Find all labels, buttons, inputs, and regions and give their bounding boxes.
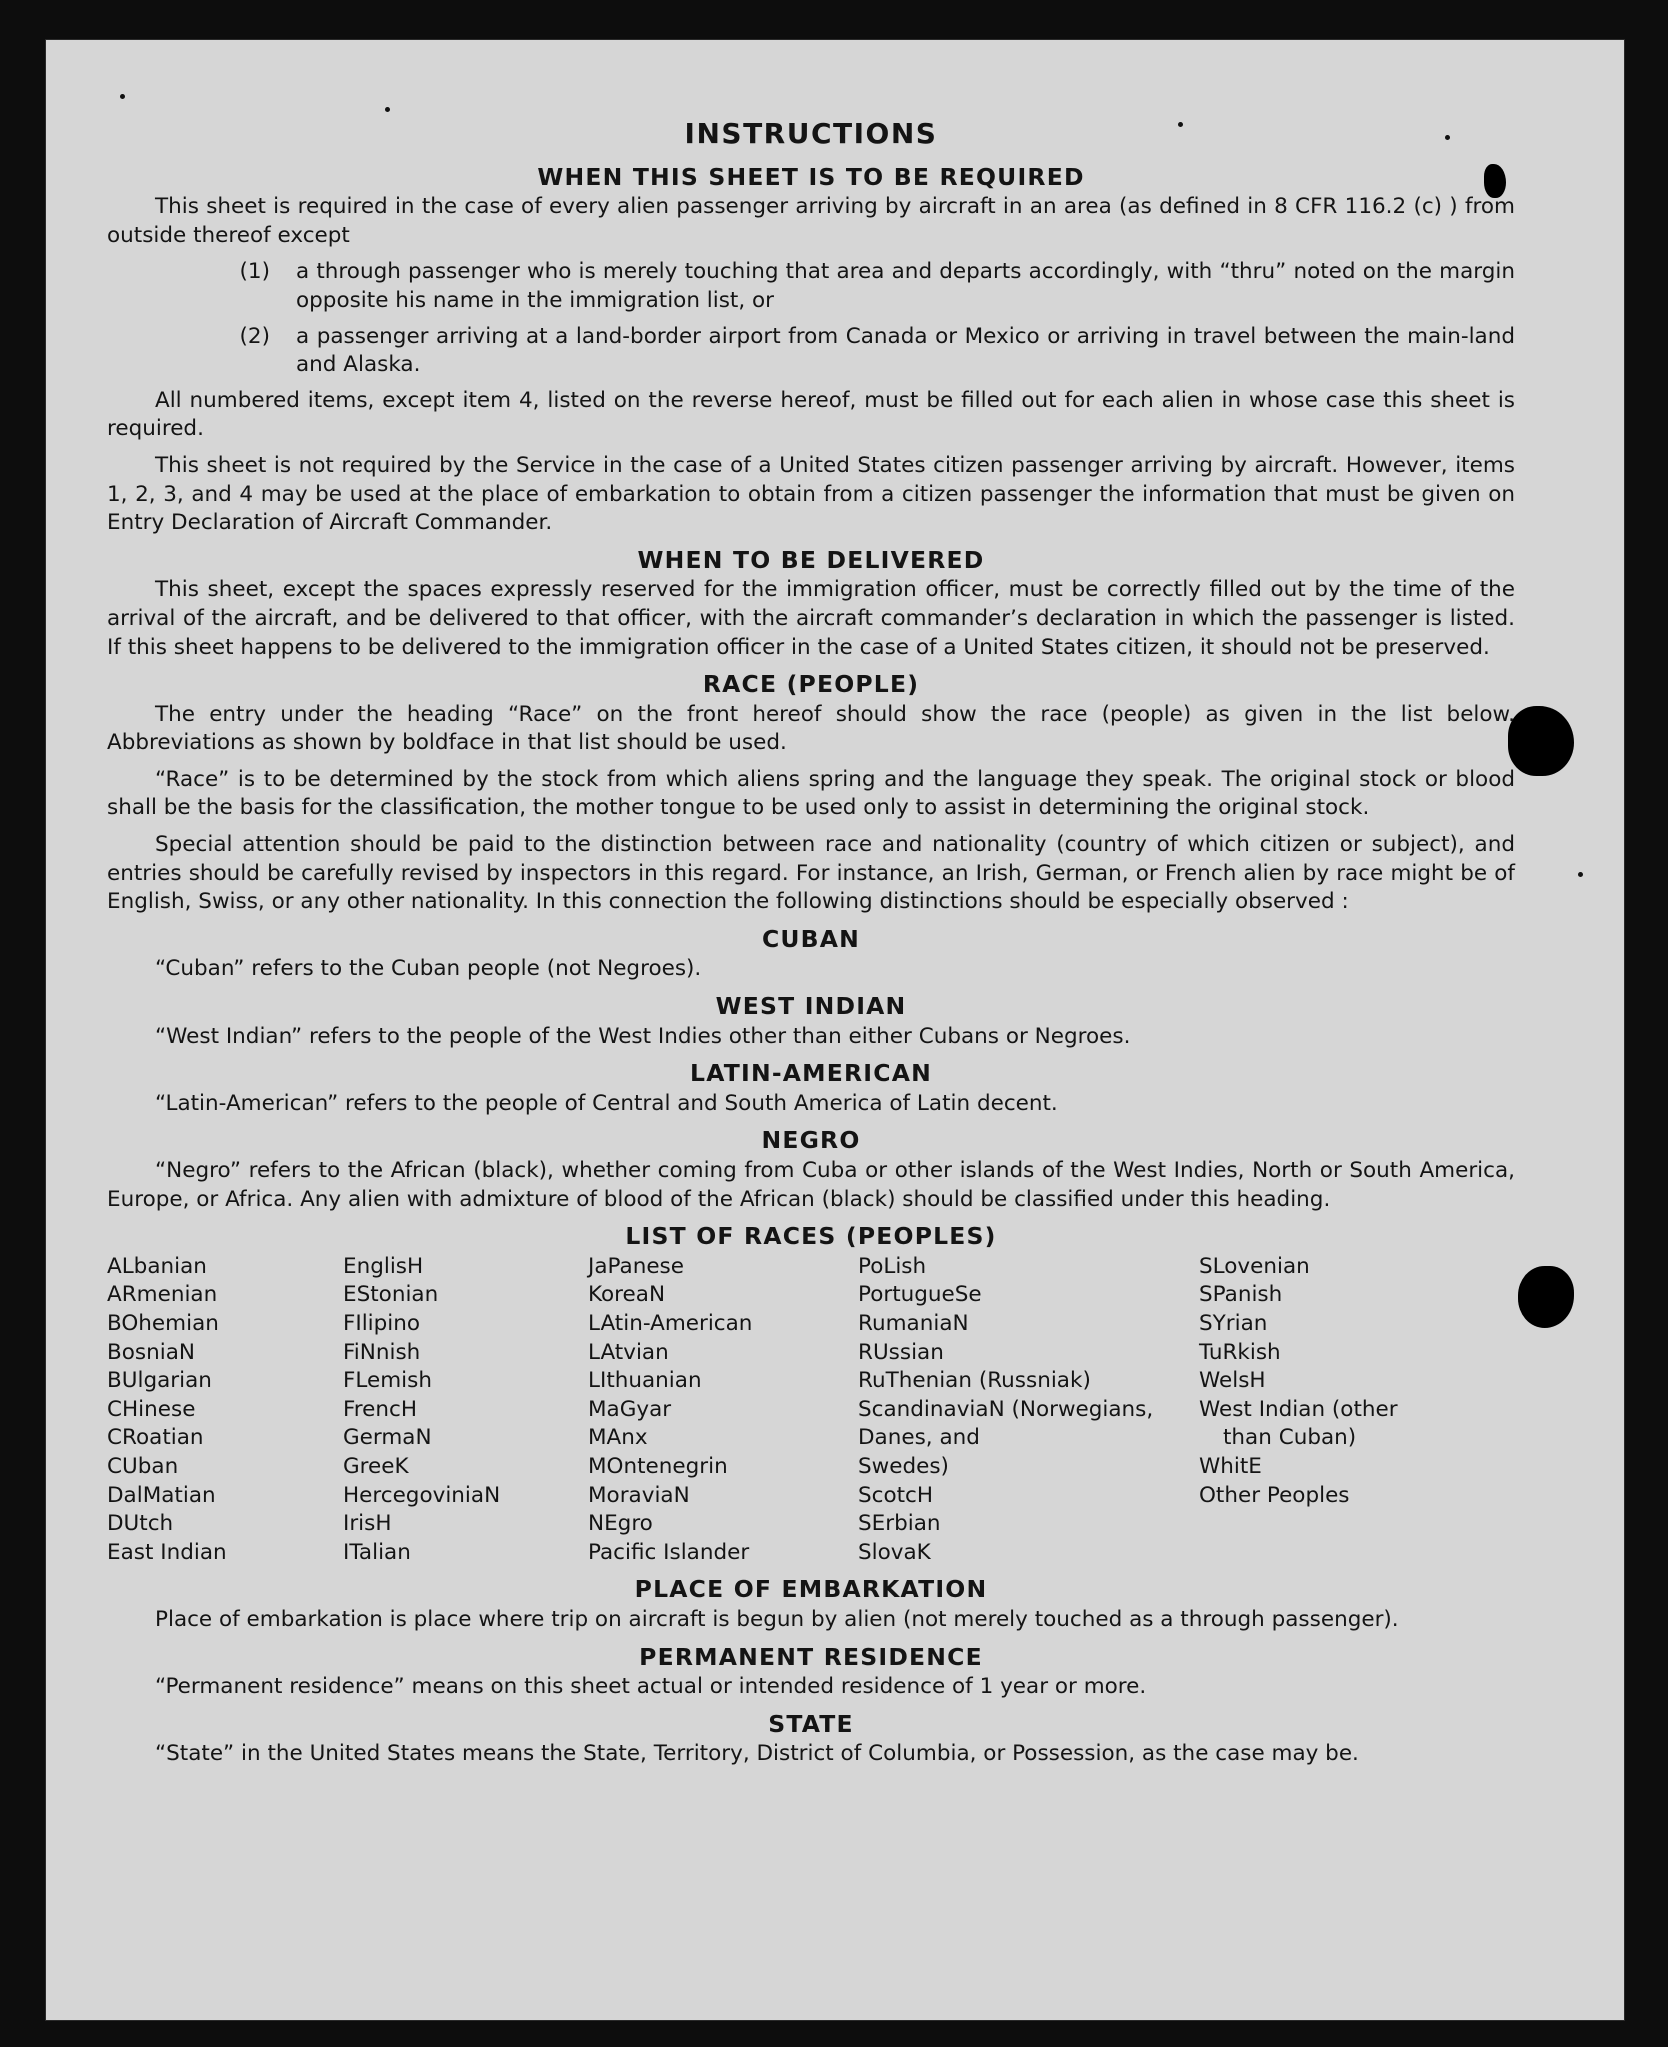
race-entry: NEgro [588, 1511, 653, 1537]
race-entry: ALbanian [107, 1253, 207, 1279]
races-column-2 [343, 1253, 588, 1568]
item-number: (1) [239, 259, 270, 285]
delivered-heading: WHEN TO BE DELIVERED [637, 545, 985, 574]
list-item [107, 323, 1515, 380]
race-entry: WhitE [1199, 1453, 1262, 1479]
instructions-content [107, 117, 1515, 1777]
item-text: a passenger arriving at a land-border airport from Canada or Mexico or arriving in travel between the main-land and Alaska. [296, 323, 1515, 378]
speck-mark [1578, 872, 1583, 877]
races-column-1 [107, 1253, 343, 1568]
races-column-5 [1199, 1253, 1499, 1568]
ink-blot [1508, 706, 1574, 776]
race-entry: East Indian [107, 1539, 227, 1565]
delivered-paragraph: This sheet, except the spaces expressly reserved for the immigration officer, must be correctly filled out by the time of the arrival of the aircraft, and be delivered to that officer, with the aircraft commander’s declaration in which the passenger is listed. If this sheet happens to be delivered to the immigration officer in the case of a United States citizen, it should not be preserved. [107, 577, 1515, 660]
race-entry: West Indian (other [1199, 1396, 1398, 1422]
race-entry: MOntenegrin [588, 1453, 728, 1479]
cuban-text: “Cuban” refers to the Cuban people (not Negroes). [155, 956, 702, 982]
race-entry: Danes, and [858, 1425, 980, 1451]
page-title: INSTRUCTIONS [684, 117, 938, 150]
required-paragraph-2: All numbered items, except item 4, listed on the reverse hereof, must be filled out for each alien in whose case this sheet is required. [107, 387, 1515, 442]
latin-american-heading: LATIN-AMERICAN [690, 1059, 932, 1088]
race-entry: CHinese [107, 1396, 196, 1422]
negro-heading: NEGRO [761, 1126, 861, 1155]
embarkation-heading: PLACE OF EMBARKATION [634, 1575, 988, 1604]
race-heading: RACE (PEOPLE) [702, 670, 920, 699]
list-item [107, 258, 1515, 315]
race-entry: CRoatian [107, 1425, 204, 1451]
race-entry: BosniaN [107, 1339, 195, 1365]
west-indian-heading: WEST INDIAN [715, 992, 907, 1021]
race-entry: ScandinaviaN (Norwegians, [858, 1396, 1154, 1422]
item-number: (2) [239, 323, 270, 349]
race-entry: HercegoviniaN [343, 1482, 501, 1508]
race-entry: Other Peoples [1199, 1482, 1350, 1508]
latin-american-text: “Latin-American” refers to the people of Central and South America of Latin decent. [155, 1090, 1058, 1116]
race-entry: GermaN [343, 1425, 432, 1451]
race-entry: SYrian [1199, 1310, 1268, 1336]
race-entry: than Cuban) [1223, 1425, 1357, 1451]
required-intro: This sheet is required in the case of every alien passenger arriving by aircraft in an area (as defined in 8 CFR 116.2 (c) ) from outside thereof except [107, 194, 1515, 248]
race-entry: RuThenian (Russniak) [858, 1368, 1091, 1394]
race-entry: ARmenian [107, 1282, 218, 1308]
race-entry: DUtch [107, 1511, 174, 1537]
race-entry: RUssian [858, 1339, 944, 1365]
race-entry: GreeK [343, 1453, 409, 1479]
race-paragraph-2: “Race” is to be determined by the stock from which aliens spring and the language they speak. The original stock or blood shall be the basis for the classification, the mother tongue to be used only to assist in determining the original stock. [107, 766, 1515, 821]
race-entry: LIthuanian [588, 1368, 702, 1394]
race-entry: FIlipino [343, 1310, 421, 1336]
race-entry: JaPanese [588, 1253, 684, 1279]
residence-text: “Permanent residence” means on this sheet actual or intended residence of 1 year or more. [155, 1674, 1147, 1700]
item-text: a through passenger who is merely touching that area and departs accordingly, with “thru” noted on the margin opposite his name in the immigration list, or [296, 259, 1515, 313]
race-entry: CUban [107, 1453, 179, 1479]
west-indian-text: “West Indian” refers to the people of the West Indies other than either Cubans or Negroes. [155, 1023, 1131, 1049]
race-entry: SLovenian [1199, 1253, 1310, 1279]
races-column-4 [858, 1253, 1199, 1568]
race-entry: SErbian [858, 1511, 941, 1537]
race-entry: BUlgarian [107, 1368, 212, 1394]
race-paragraph-3: Special attention should be paid to the distinction between race and nationality (country of which citizen or subject), and entries should be carefully revised by inspectors in this regard. For instance, an Irish, German, or French alien by race might be of English, Swiss, or any other nationality. In this connection the following distinctions should be especially observed : [107, 832, 1515, 915]
race-paragraph-1: The entry under the heading “Race” on the front hereof should show the race (people) as given in the list below. Abbreviations as shown by boldface in that list should be used. [107, 701, 1515, 756]
race-entry: EnglisH [343, 1253, 424, 1279]
negro-text: “Negro” refers to the African (black), whether coming from Cuba or other islands of the West Indies, North or South America, Europe, or Africa. Any alien with admixture of blood of the African (black) should be classified under this heading. [107, 1158, 1515, 1212]
race-entry: DalMatian [107, 1482, 216, 1508]
race-entry: KoreaN [588, 1282, 666, 1308]
race-entry: FLemish [343, 1368, 432, 1394]
race-entry: Swedes) [858, 1453, 949, 1479]
races-list [107, 1253, 1515, 1568]
race-entry: LAtin-American [588, 1310, 753, 1336]
race-entry: MAnx [588, 1425, 648, 1451]
race-entry: PoLish [858, 1253, 927, 1279]
embarkation-text: Place of embarkation is place where trip on aircraft is begun by alien (not merely touched as a through passenger). [155, 1606, 1399, 1632]
race-entry: IrisH [343, 1511, 392, 1537]
cuban-heading: CUBAN [761, 924, 861, 953]
race-entry: SlovaK [858, 1539, 931, 1565]
race-entry: MaGyar [588, 1396, 672, 1422]
speck-mark [120, 94, 125, 99]
state-heading: STATE [768, 1709, 854, 1738]
race-entry: MoraviaN [588, 1482, 690, 1508]
race-entry: TuRkish [1199, 1339, 1281, 1365]
race-entry: SPanish [1199, 1282, 1283, 1308]
race-entry: PortugueSe [858, 1282, 982, 1308]
race-entry: FiNnish [343, 1339, 421, 1365]
race-entry: EStonian [343, 1282, 439, 1308]
list-of-races-heading: LIST OF RACES (PEOPLES) [625, 1222, 997, 1251]
races-column-3 [588, 1253, 858, 1568]
state-text: “State” in the United States means the State, Territory, District of Columbia, or Possession, as the case may be. [155, 1741, 1359, 1767]
race-entry: RumaniaN [858, 1310, 969, 1336]
race-entry: BOhemian [107, 1310, 219, 1336]
race-entry: Pacific Islander [588, 1539, 750, 1565]
speck-mark [385, 107, 390, 112]
required-heading: WHEN THIS SHEET IS TO BE REQUIRED [537, 162, 1085, 191]
required-paragraph-3: This sheet is not required by the Service in the case of a United States citizen passenger arriving by aircraft. However, items 1, 2, 3, and 4 may be used at the place of embarkation to obtain from a citizen passenger the information that must be given on Entry Declaration of Aircraft Commander. [107, 452, 1515, 536]
residence-heading: PERMANENT RESIDENCE [639, 1642, 983, 1671]
race-entry: LAtvian [588, 1339, 669, 1365]
race-entry: ITalian [343, 1539, 411, 1565]
race-entry: FrencH [343, 1396, 418, 1422]
race-entry: ScotcH [858, 1482, 934, 1508]
race-entry: WelsH [1199, 1368, 1266, 1394]
